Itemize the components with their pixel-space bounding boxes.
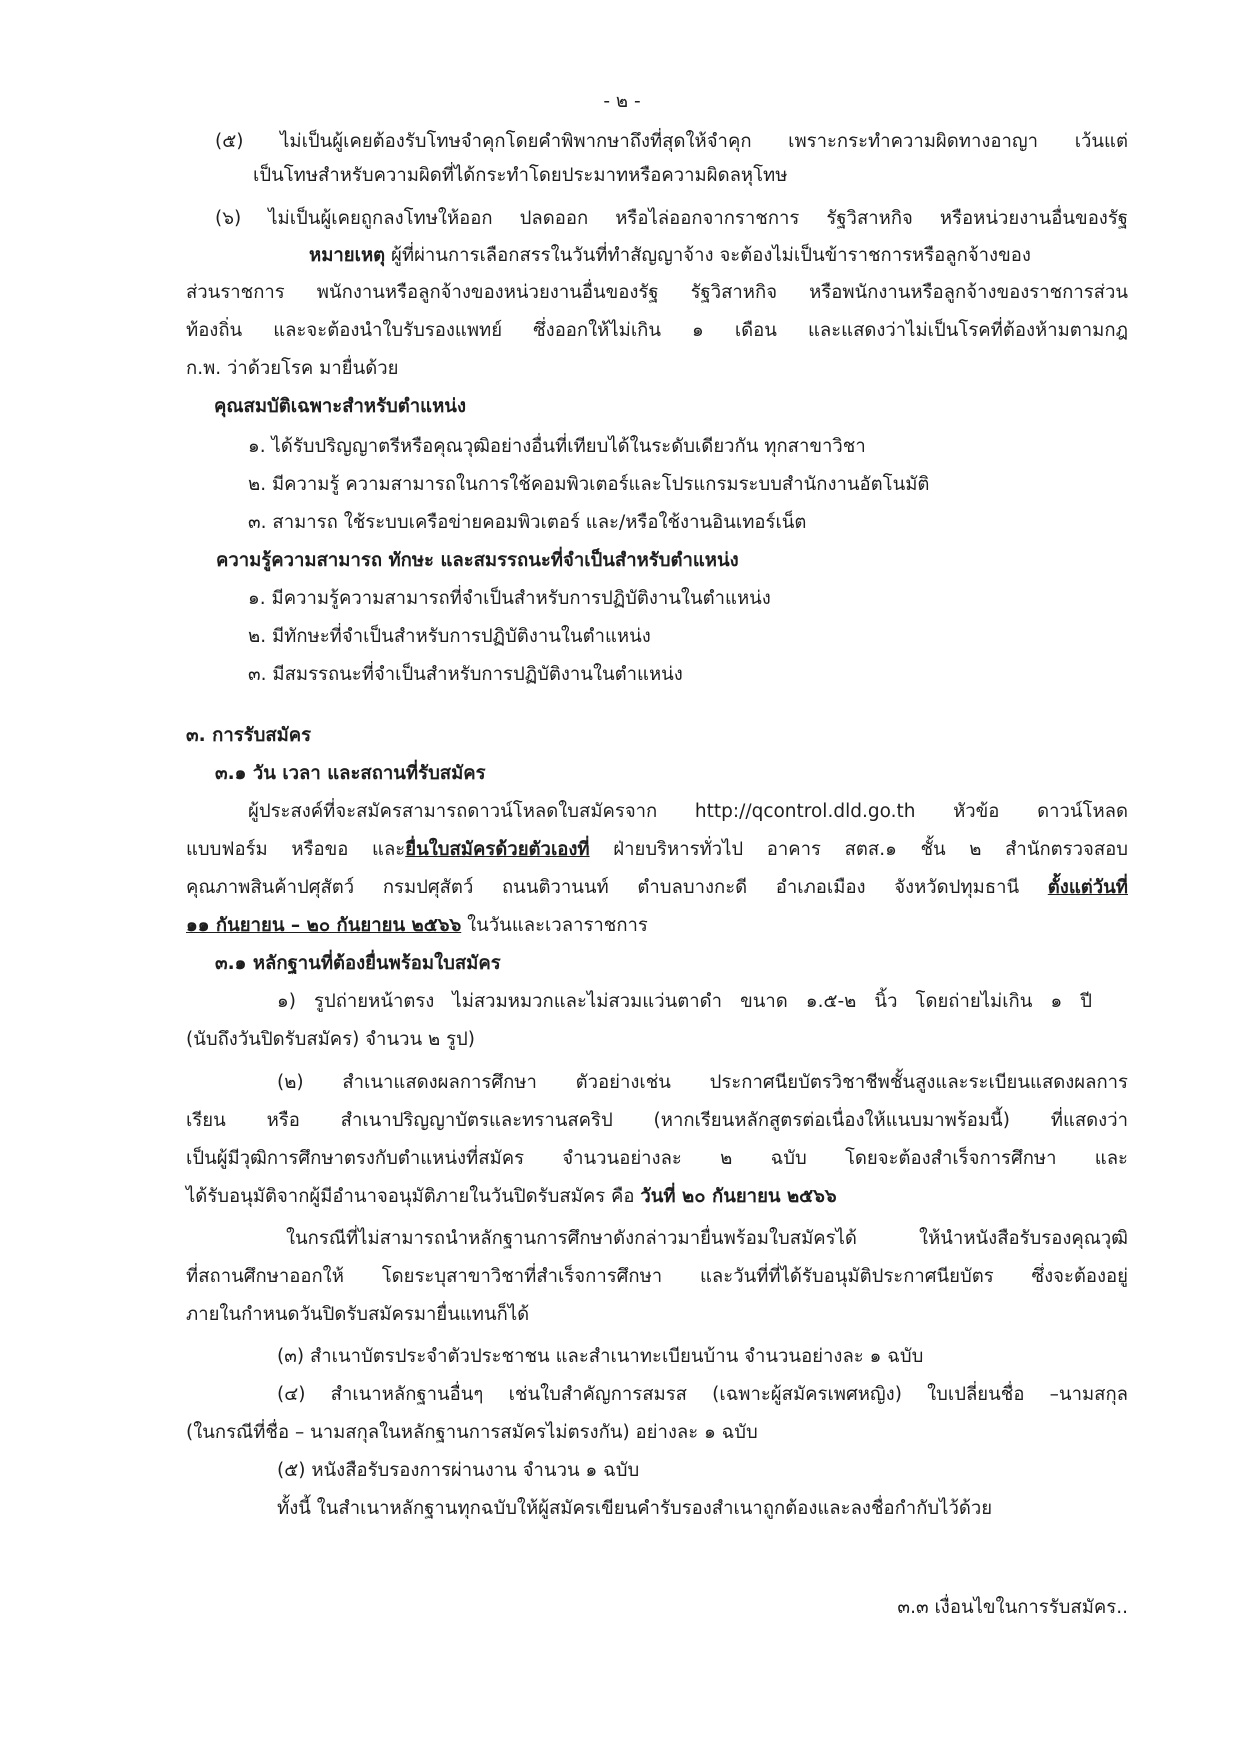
- qualification-6: (๖) ไม่เป็นผู้เคยถูกลงโทษให้ออก ปลดออก หรือไล่ออกจากราชการ รัฐวิสาหกิจ หรือหน่วยงานอื่นของรัฐ: [215, 208, 1128, 229]
- document-item-2-line-1: (๒) สำเนาแสดงผลการศึกษา ตัวอย่างเช่น ประกาศนียบัตรวิชาชีพชั้นสูงและระเบียนแสดงผลการ: [277, 1072, 1128, 1093]
- note-line-2: ส่วนราชการ พนักงานหรือลูกจ้างของหน่วยงานอื่นของรัฐ รัฐวิสาหกิจ หรือพนักงานหรือลูกจ้างของราชการส่วน: [186, 282, 1128, 303]
- qualification-5-line-1: (๕) ไม่เป็นผู้เคยต้องรับโทษจำคุกโดยคำพิพากษาถึงที่สุดให้จำคุก เพราะกระทำความผิดทางอาญา เว้นแต่: [215, 131, 1128, 152]
- document-item-2-line-2: เรียน หรือ สำเนาปริญญาบัตรและทรานสคริป (หากเรียนหลักสูตรต่อเนื่องให้แนบมาพร้อมนี้) ที่แสดงว่า: [186, 1110, 1128, 1131]
- note-line-1: [309, 242, 1128, 270]
- document-item-1-line-1: ๑) รูปถ่ายหน้าตรง ไม่สวมหมวกและไม่สวมแว่นตาดำ ขนาด ๑.๕-๒ นิ้ว โดยถ่ายไม่เกิน ๑ ปี: [277, 991, 1092, 1012]
- document-item-5: (๕) หนังสือรับรองการผ่านงาน จำนวน ๑ ฉบับ: [277, 1460, 640, 1481]
- section-3-1-heading: ๓.๑ วัน เวลา และสถานที่รับสมัคร: [215, 763, 486, 784]
- specific-qualifications-heading: คุณสมบัติเฉพาะสำหรับตำแหน่ง: [214, 396, 466, 417]
- specific-qualification-item: ๑. ได้รับปริญญาตรีหรือคุณวุฒิอย่างอื่นที่เทียบได้ในระดับเดียวกัน ทุกสาขาวิชา: [248, 436, 866, 457]
- note-line-3: ท้องถิ่น และจะต้องนำใบรับรองแพทย์ ซึ่งออกให้ไม่เกิน ๑ เดือน และแสดงว่าไม่เป็นโรคที่ต้องห้ามตามกฎ: [186, 320, 1128, 341]
- alternative-paragraph-line-1: ในกรณีที่ไม่สามารถนำหลักฐานการศึกษาดังกล่าวมายื่นพร้อมใบสมัครได้ ให้นำหนังสือรับรองคุณวุฒิ: [286, 1228, 1128, 1249]
- deadline-date: วันที่ ๒๐ กันยายน ๒๕๖๖: [640, 1186, 837, 1207]
- specific-qualification-item: ๒. มีความรู้ ความสามารถในการใช้คอมพิวเตอร์และโปรแกรมระบบสำนักงานอัตโนมัติ: [248, 474, 930, 495]
- application-paragraph-line-3: คุณภาพสินค้าปศุสัตว์ กรมปศุสัตว์ ถนนติวานนท์ ตำบลบางกะดี อำเภอเมือง จังหวัดปทุมธานี ตั้งแต่วันที่: [186, 877, 1128, 898]
- document-item-2-line-3: เป็นผู้มีวุฒิการศึกษาตรงกับตำแหน่งที่สมัคร จำนวนอย่างละ ๒ ฉบับ โดยจะต้องสำเร็จการศึกษา และ: [186, 1148, 1128, 1169]
- section-3-2-heading: ๓.๑ หลักฐานที่ต้องยื่นพร้อมใบสมัคร: [215, 953, 501, 974]
- qualification-5-line-2: เป็นโทษสำหรับความผิดที่ได้กระทำโดยประมาทหรือความผิดลหุโทษ: [253, 165, 788, 186]
- application-paragraph-line-1: ผู้ประสงค์ที่จะสมัครสามารถดาวน์โหลดใบสมัครจาก http://qcontrol.dld.go.th หัวข้อ ดาวน์โหลด: [248, 801, 1128, 822]
- document-item-2-line-4: ได้รับอนุมัติจากผู้มีอำนาจอนุมัติภายในวันปิดรับสมัคร คือ วันที่ ๒๐ กันยายน ๒๕๖๖: [186, 1186, 837, 1207]
- competency-item: ๑. มีความรู้ความสามารถที่จำเป็นสำหรับการปฏิบัติงานในตำแหน่ง: [248, 588, 771, 609]
- application-period: ๑๑ กันยายน – ๒๐ กันยายน ๒๕๖๖: [186, 915, 462, 936]
- note-label: หมายเหตุ: [309, 245, 386, 266]
- start-date-label: ตั้งแต่วันที่: [1047, 877, 1128, 898]
- note-line-4: ก.พ. ว่าด้วยโรค มายื่นด้วย: [186, 358, 399, 379]
- document-item-4-line-2: (ในกรณีที่ชื่อ – นามสกุลในหลักฐานการสมัครไม่ตรงกัน) อย่างละ ๑ ฉบับ: [186, 1422, 758, 1443]
- application-paragraph-line-2: แบบฟอร์ม หรือขอ และยื่นใบสมัครด้วยตัวเองที่ ฝ่ายบริหารทั่วไป อาคาร สตส.๑ ชั้น ๒ สำนักตรวจสอบ: [186, 839, 1128, 860]
- section-3-heading: ๓. การรับสมัคร: [186, 725, 312, 746]
- alternative-paragraph-line-3: ภายในกำหนดวันปิดรับสมัครมายื่นแทนก็ได้: [186, 1304, 530, 1325]
- competency-item: ๓. มีสมรรถนะที่จำเป็นสำหรับการปฏิบัติงานในตำแหน่ง: [248, 664, 683, 685]
- continuation-note: ๓.๓ เงื่อนไขในการรับสมัคร..: [897, 1597, 1128, 1618]
- closing-note: ทั้งนี้ ในสำเนาหลักฐานทุกฉบับให้ผู้สมัครเขียนคำรับรองสำเนาถูกต้องและลงชื่อกำกับไว้ด้วย: [277, 1498, 993, 1519]
- document-item-4-line-1: (๔) สำเนาหลักฐานอื่นๆ เช่นใบสำคัญการสมรส (เฉพาะผู้สมัครเพศหญิง) ใบเปลี่ยนชื่อ –นามสกุล: [277, 1384, 1128, 1405]
- application-paragraph-line-4: ๑๑ กันยายน – ๒๐ กันยายน ๒๕๖๖ ในวันและเวลาราชการ: [186, 915, 648, 936]
- specific-qualification-item: ๓. สามารถ ใช้ระบบเครือข่ายคอมพิวเตอร์ และ/หรือใช้งานอินเทอร์เน็ต: [248, 512, 807, 533]
- alternative-paragraph-line-2: ที่สถานศึกษาออกให้ โดยระบุสาขาวิชาที่สำเร็จการศึกษา และวันที่ที่ได้รับอนุมัติประกาศนียบัตร ซึ่งจะต้องอยู่: [186, 1266, 1128, 1287]
- page-number: - ๒ -: [603, 91, 641, 112]
- note-text: ผู้ที่ผ่านการเลือกสรรในวันที่ทำสัญญาจ้าง จะต้องไม่เป็นข้าราชการหรือลูกจ้างของ: [385, 245, 1031, 266]
- document-item-1-line-2: (นับถึงวันปิดรับสมัคร) จำนวน ๒ รูป): [186, 1029, 475, 1050]
- competency-heading: ความรู้ความสามารถ ทักษะ และสมรรถนะที่จำเป็นสำหรับตำแหน่ง: [216, 550, 739, 571]
- document-item-3: (๓) สำเนาบัตรประจำตัวประชาชน และสำเนาทะเบียนบ้าน จำนวนอย่างละ ๑ ฉบับ: [277, 1346, 924, 1367]
- competency-item: ๒. มีทักษะที่จำเป็นสำหรับการปฏิบัติงานในตำแหน่ง: [248, 626, 651, 647]
- submit-in-person-text: ยื่นใบสมัครด้วยตัวเองที่: [405, 839, 590, 860]
